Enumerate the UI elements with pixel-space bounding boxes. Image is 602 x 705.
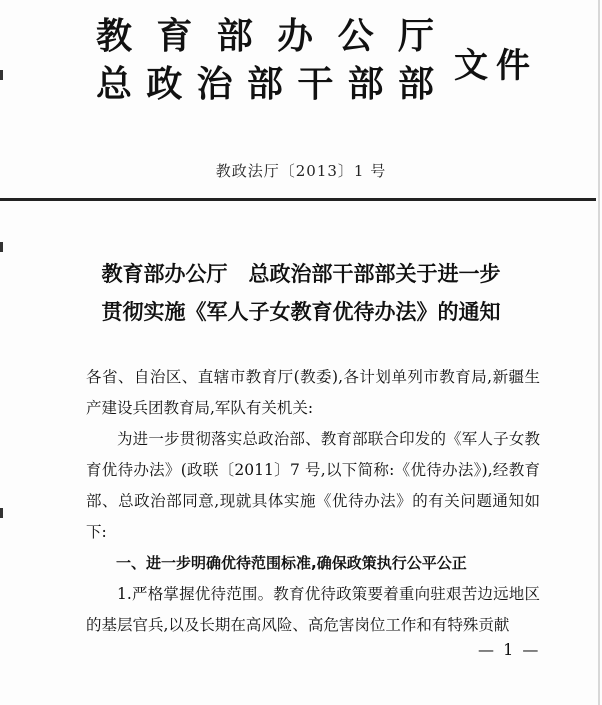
document-number: 教政法厅〔2013〕1 号: [215, 162, 387, 180]
title-line-2: 贯彻实施《军人子女教育优待办法》的通知: [101, 300, 501, 324]
header-divider: [0, 198, 596, 201]
issuer-line-1: [96, 12, 436, 60]
section-heading: 一、进一步明确优待范围标准,确保政策执行公平公正: [116, 554, 467, 572]
body-paragraph: 为进一步贯彻落实总政治部、教育部联合印发的《军人子女教育优待办法》(政联〔2011〕7 号,以下简称:《优待办法》),经教育部、总政治部同意,现就具体实施《优待办法》的有关问题通知如下:: [86, 430, 540, 541]
issuer-block: [96, 12, 436, 108]
binding-mark: [0, 70, 3, 80]
title-line-1: 教育部办公厅 总政治部干部部关于进一步: [101, 262, 501, 286]
issuer-line-2: [96, 60, 436, 108]
binding-mark: [0, 508, 3, 518]
doc-type-label: 文件: [454, 46, 538, 86]
body-paragraph: 1.严格掌握优待范围。教育优待政策要着重向驻艰苦边远地区的基层官兵,以及长期在高风险、高危害岗位工作和有特殊贡献: [86, 585, 540, 634]
issuer-char: 总: [96, 63, 135, 105]
issuer-char: 部: [246, 63, 285, 105]
issuer-char: 厅: [397, 15, 436, 57]
issuer-char: 治: [196, 63, 235, 105]
issuer-char: 部: [216, 15, 255, 57]
issuer-char: 育: [156, 15, 195, 57]
issuer-char: 部: [347, 63, 386, 105]
issuer-char: 公: [337, 15, 376, 57]
issuer-char: 办: [277, 15, 316, 57]
page-number: — 1 —: [478, 640, 541, 659]
addressees: 各省、自治区、直辖市教育厅(教委),各计划单列市教育局,新疆生产建设兵团教育局,军队有关机关:: [86, 368, 540, 417]
binding-mark: [0, 242, 3, 252]
document-title: [0, 255, 602, 331]
issuer-char: 教: [96, 15, 135, 57]
page-edge: [598, 0, 600, 705]
issuer-char: 干: [297, 63, 336, 105]
issuer-char: 政: [146, 63, 185, 105]
issuer-char: 部: [397, 63, 436, 105]
document-body: [86, 362, 540, 641]
